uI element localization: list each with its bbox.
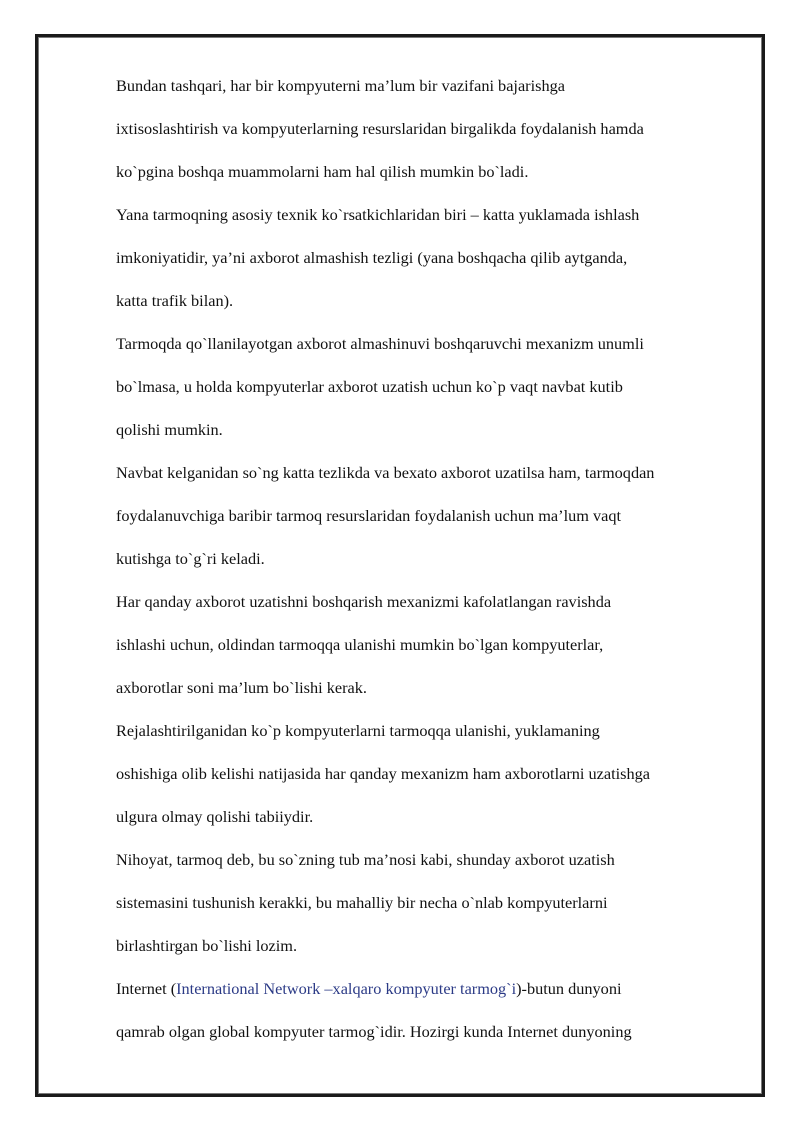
text-line: qamrab olgan global kompyuter tarmog`idir. Hozirgi kunda Internet dunyoning (116, 1022, 632, 1041)
text-line: imkoniyatidir, ya’ni axborot almashish tezligi (yana boshqacha qilib aytganda, (116, 248, 628, 267)
international-network-link[interactable]: International Network –xalqaro kompyuter tarmog`i (176, 979, 517, 998)
text-line: Bundan tashqari, har bir kompyuterni ma’lum bir vazifani bajarishga (116, 76, 565, 95)
text-line: ixtisoslashtirish va kompyuterlarning resurslaridan birgalikda foydalanish hamda (116, 119, 644, 138)
text-line: Nihoyat, tarmoq deb, bu so`zning tub ma’nosi kabi, shunday axborot uzatish (116, 850, 615, 869)
text-line: birlashtirgan bo`lishi lozim. (116, 936, 298, 955)
internet-line (116, 979, 622, 999)
text-line: oshishiga olib kelishi natijasida har qanday mexanizm ham axborotlarni uzatishga (116, 764, 650, 783)
text-line: qolishi mumkin. (116, 420, 223, 439)
text-line: kutishga to`g`ri keladi. (116, 549, 265, 568)
text-line: ko`pgina boshqa muammolarni ham hal qilish mumkin bo`ladi. (116, 162, 529, 181)
text-line: Tarmoqda qo`llanilayotgan axborot almashinuvi boshqaruvchi mexanizm unumli (116, 334, 644, 353)
text-line: bo`lmasa, u holda kompyuterlar axborot uzatish uchun ko`p vaqt navbat kutib (116, 377, 623, 396)
internet-line-end: )-butun dunyoni (516, 979, 622, 998)
text-line: sistemasini tushunish kerakki, bu mahalliy bir necha o`nlab kompyuterlarni (116, 893, 608, 912)
text-line: axborotlar soni ma’lum bo`lishi kerak. (116, 678, 367, 697)
text-line: Rejalashtirilganidan ko`p kompyuterlarni tarmoqqa ulanishi, yuklamaning (116, 721, 600, 740)
text-line: ulgura olmay qolishi tabiiydir. (116, 807, 314, 826)
internet-line-start: Internet ( (116, 979, 177, 998)
text-line: katta trafik bilan). (116, 291, 234, 310)
text-line: ishlashi uchun, oldindan tarmoqqa ulanishi mumkin bo`lgan kompyuterlar, (116, 635, 604, 654)
text-line: Navbat kelganidan so`ng katta tezlikda va bexato axborot uzatilsa ham, tarmoqdan (116, 463, 655, 482)
text-line: Yana tarmoqning asosiy texnik ko`rsatkichlaridan biri – katta yuklamada ishlash (116, 205, 640, 224)
text-line: foydalanuvchiga baribir tarmoq resurslaridan foydalanish uchun ma’lum vaqt (116, 506, 622, 525)
text-line: Har qanday axborot uzatishni boshqarish mexanizmi kafolatlangan ravishda (116, 592, 612, 611)
